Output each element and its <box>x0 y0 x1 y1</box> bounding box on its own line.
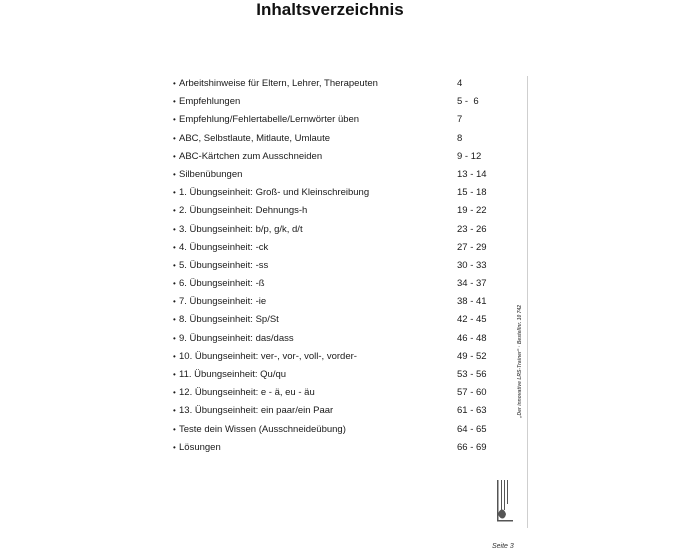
toc-row <box>173 421 503 439</box>
toc-row <box>173 439 503 457</box>
toc-row <box>173 275 503 293</box>
toc-row <box>173 293 503 311</box>
toc-label: Empfehlung/Fehlertabelle/Lernwörter üben <box>179 114 360 126</box>
toc-label: Silbenübungen <box>179 168 243 180</box>
bullet-icon: • <box>173 424 176 434</box>
toc-pages: 19 - 22 <box>457 205 487 217</box>
bullet-icon: • <box>173 188 176 198</box>
toc-pages: 42 - 45 <box>457 314 487 326</box>
toc-row <box>173 330 503 348</box>
toc-row <box>173 111 503 129</box>
toc-row <box>173 130 503 148</box>
toc-pages: 64 - 65 <box>457 423 487 435</box>
toc-row <box>173 202 503 220</box>
publisher-logo-icon <box>495 478 523 524</box>
toc-row <box>173 148 503 166</box>
toc-label: Arbeitshinweise für Eltern, Lehrer, Therapeuten <box>179 78 378 89</box>
toc-pages: 8 <box>457 132 463 144</box>
toc-row <box>173 257 503 275</box>
toc-pages: 23 - 26 <box>457 223 487 235</box>
toc-label: ABC, Selbstlaute, Mitlaute, Umlaute <box>179 132 331 144</box>
order-number-note: „Der innovative LRS-Trainer“ · Bestellnr. 10 742 <box>517 304 523 418</box>
bullet-icon: • <box>173 406 176 416</box>
toc-pages: 38 - 41 <box>457 296 487 308</box>
bullet-icon: • <box>173 224 176 234</box>
bullet-icon: • <box>173 133 176 143</box>
bullet-icon: • <box>173 315 176 325</box>
toc-row <box>173 402 503 420</box>
toc-label: 7. Übungseinheit: -ie <box>179 296 267 308</box>
toc-label: 10. Übungseinheit: ver-, vor-, voll-, vorder- <box>179 350 357 362</box>
toc-row <box>173 311 503 329</box>
toc-pages: 15 - 18 <box>457 187 487 199</box>
toc-pages: 66 - 69 <box>457 441 487 453</box>
bullet-icon: • <box>173 115 176 125</box>
toc-pages: 30 - 33 <box>457 259 487 271</box>
bullet-icon: • <box>173 97 176 107</box>
toc-label: 13. Übungseinheit: ein paar/ein Paar <box>179 405 334 417</box>
toc-label: 2. Übungseinheit: Dehnungs-h <box>179 205 308 217</box>
toc-pages: 53 - 56 <box>457 369 487 380</box>
toc-pages: 34 - 37 <box>457 278 487 290</box>
toc-pages: 61 - 63 <box>457 405 487 417</box>
bullet-icon: • <box>173 333 176 343</box>
toc-label: 11. Übungseinheit: Qu/qu <box>179 369 287 380</box>
bullet-icon: • <box>173 442 176 452</box>
toc-label: Empfehlungen <box>179 96 241 108</box>
toc-row <box>173 384 503 402</box>
toc-pages: 4 <box>457 78 463 89</box>
bullet-icon: • <box>173 169 176 179</box>
toc-label: 3. Übungseinheit: b/p, g/k, d/t <box>179 223 303 235</box>
toc-label: ABC-Kärtchen zum Ausschneiden <box>179 150 323 162</box>
toc-label: 9. Übungseinheit: das/dass <box>179 332 294 344</box>
bullet-icon: • <box>173 388 176 398</box>
toc-pages: 13 - 14 <box>457 168 487 180</box>
toc-pages: 27 - 29 <box>457 241 487 253</box>
bullet-icon: • <box>173 260 176 270</box>
toc-row <box>173 348 503 366</box>
toc-label: Lösungen <box>179 441 221 453</box>
toc-label: 1. Übungseinheit: Groß- und Kleinschreibung <box>179 187 370 199</box>
margin-divider <box>527 76 528 528</box>
toc-pages: 5 - 6 <box>457 96 479 108</box>
bullet-icon: • <box>173 206 176 216</box>
toc-pages: 9 - 12 <box>457 150 482 162</box>
toc-row <box>173 221 503 239</box>
bullet-icon: • <box>173 151 176 161</box>
bullet-icon: • <box>173 351 176 361</box>
table-of-contents <box>173 75 503 457</box>
toc-label: Teste dein Wissen (Ausschneideübung) <box>179 423 346 435</box>
toc-row <box>173 166 503 184</box>
toc-pages: 46 - 48 <box>457 332 487 344</box>
toc-pages: 7 <box>457 114 463 126</box>
bullet-icon: • <box>173 279 176 289</box>
toc-label: 6. Übungseinheit: -ß <box>179 278 265 290</box>
toc-row <box>173 184 503 202</box>
bullet-icon: • <box>173 79 176 88</box>
toc-row <box>173 366 503 384</box>
toc-pages: 57 - 60 <box>457 387 487 399</box>
toc-pages: 49 - 52 <box>457 350 487 362</box>
toc-row <box>173 239 503 257</box>
toc-label: 8. Übungseinheit: Sp/St <box>179 314 279 326</box>
bullet-icon: • <box>173 242 176 252</box>
page-number: Seite 3 <box>492 543 514 550</box>
toc-row <box>173 75 503 93</box>
bullet-icon: • <box>173 297 176 307</box>
toc-label: 5. Übungseinheit: -ss <box>179 259 269 271</box>
toc-row <box>173 93 503 111</box>
toc-label: 12. Übungseinheit: e - ä, eu - äu <box>179 387 315 399</box>
toc-label: 4. Übungseinheit: -ck <box>179 241 269 253</box>
page-title: Inhaltsverzeichnis <box>256 0 404 19</box>
bullet-icon: • <box>173 370 176 379</box>
